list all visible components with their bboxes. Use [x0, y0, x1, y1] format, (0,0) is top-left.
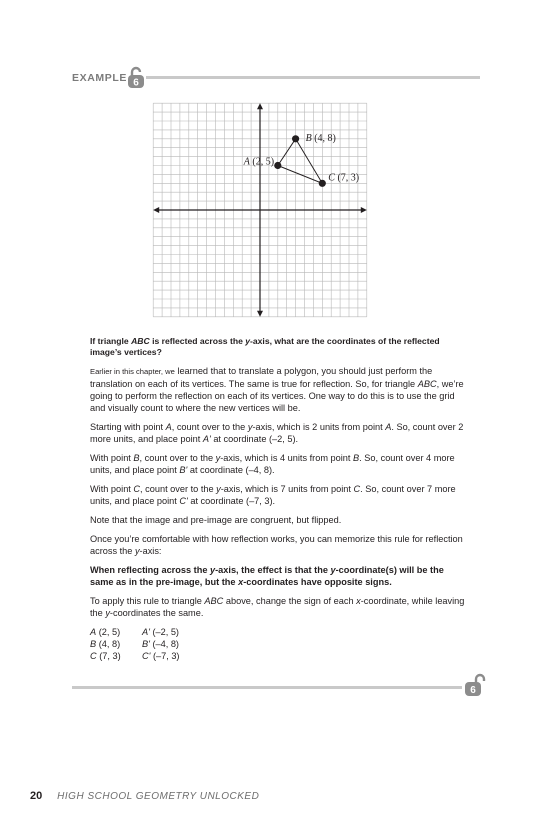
- coord-reflected: B' (–4, 8): [142, 639, 179, 649]
- coord-reflected: C' (–7, 3): [142, 651, 180, 661]
- vertex-label-c: C (7, 3): [328, 172, 360, 184]
- paragraph-point-a: Starting with point A, count over to the y-axis, which is 2 units from point A. So, count over 2 more units, and place point A' at coordinate (–2, 5).: [90, 422, 464, 444]
- paragraph-intro: Earlier in this chapter, we learned that to translate a polygon, you should just perform the translation on each of its vertices. The same is true for reflection. So, for triangle ABC, we’re going to perform the reflection on each of its vertices. One way to do this is to use the grid and visually count to where the new vertices will be.: [90, 366, 464, 413]
- y-axis-arrow-up: [257, 103, 263, 109]
- header-rule: [146, 76, 480, 79]
- footer-rule: [72, 686, 462, 689]
- coord-original: A (2, 5): [90, 627, 121, 637]
- example-content: [90, 336, 468, 662]
- vertex-label-b: B (4, 8): [305, 132, 336, 144]
- example-number: 6: [133, 77, 139, 88]
- coord-reflected: A' (–2, 5): [142, 627, 179, 637]
- coord-original: B (4, 8): [90, 639, 121, 649]
- vertex-c: [319, 180, 326, 187]
- paragraph-note: Note that the image and pre-image are congruent, but flipped.: [90, 515, 342, 525]
- coord-original: C (7, 3): [90, 651, 121, 661]
- vertex-b: [292, 135, 299, 142]
- book-title: HIGH SCHOOL GEOMETRY UNLOCKED: [57, 791, 260, 802]
- x-axis-arrow-left: [153, 207, 159, 213]
- question: If triangle ABC is reflected across the y-axis, what are the coordinates of the reflected image’s vertices?: [90, 336, 440, 357]
- paragraph-rule-intro: Once you’re comfortable with how reflection works, you can memorize this rule for reflection across the y-axis:: [90, 534, 463, 556]
- unlocked-padlock-icon: [127, 66, 145, 88]
- example-label: EXAMPLE: [72, 72, 127, 84]
- example-number-end: 6: [470, 685, 476, 696]
- page-number: 20: [30, 790, 43, 802]
- x-axis-arrow-right: [361, 207, 367, 213]
- coordinate-graph: [150, 100, 370, 320]
- paragraph-point-c: With point C, count over to the y-axis, which is 7 units from point C. So, count over 7 more units, and place point C' at coordinate (–7, 3).: [90, 484, 456, 506]
- y-axis-arrow-down: [257, 311, 263, 317]
- coordinate-list: [90, 626, 468, 662]
- triangle-abc: [278, 139, 323, 184]
- vertex-a: [274, 162, 281, 169]
- example-header: [72, 66, 480, 88]
- paragraph-apply: To apply this rule to triangle ABC above, change the sign of each x-coordinate, while leaving the y-coordinates the same.: [90, 596, 465, 618]
- vertex-label-a: A (2, 5): [243, 156, 275, 168]
- page-footer: [30, 790, 259, 802]
- paragraph-point-b: With point B, count over to the y-axis, which is 4 units from point B. So, count over 4 more units, and place point B' at coordinate (–4, 8).: [90, 453, 455, 475]
- unlocked-padlock-icon: [463, 672, 487, 696]
- reflection-rule: When reflecting across the y-axis, the effect is that the y-coordinate(s) will be the same as in the pre-image, but the x-coordinates have opposite signs.: [90, 565, 444, 587]
